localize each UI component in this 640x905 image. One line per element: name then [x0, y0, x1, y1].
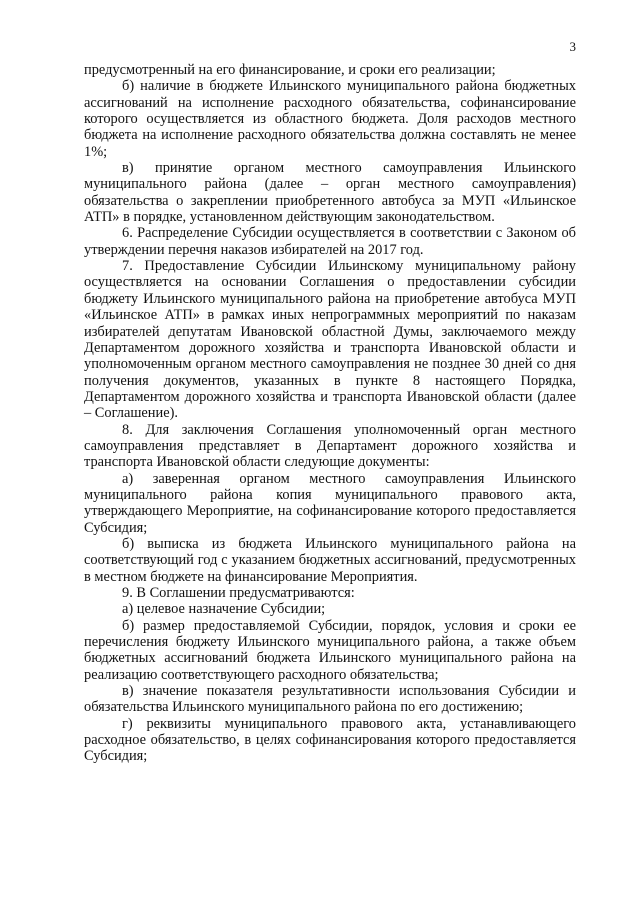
paragraph: в) принятие органом местного самоуправления Ильинского муниципального района (далее – орган местного самоуправления) обязательства о закреплении приобретенного автобуса за МУП «Ильинское АТП» в порядке, установленном действующим законодательством.: [84, 160, 576, 226]
paragraph: 9. В Соглашении предусматриваются:: [122, 585, 355, 601]
paragraph: в) значение показателя результативности использования Субсидии и обязательства Ильинского муниципального района по его достижению;: [84, 683, 576, 716]
paragraph: 6. Распределение Субсидии осуществляется в соответствии с Законом об утверждении перечня наказов избирателей на 2017 год.: [84, 225, 576, 258]
paragraph: г) реквизиты муниципального правового акта, устанавливающего расходное обязательство, в целях софинансирования которого предоставляется Субсидия;: [84, 715, 576, 765]
paragraph: а) заверенная органом местного самоуправления Ильинского муниципального района копия муниципального правового акта, утверждающего Мероприятие, на софинансирование которого предоставляется Субсидия;: [84, 470, 576, 536]
paragraph: 8. Для заключения Соглашения уполномоченный орган местного самоуправления представляет в Департамент дорожного хозяйства и транспорта Ивановской области следующие документы:: [84, 421, 576, 471]
paragraph: а) целевое назначение Субсидии;: [122, 601, 326, 618]
document-body: [84, 62, 576, 765]
paragraph: б) выписка из бюджета Ильинского муниципального района на соответствующий год с указанием бюджетных ассигнований, предусмотренных в местном бюджете на финансирование Мероприятия.: [84, 535, 576, 585]
paragraph: 7. Предоставление Субсидии Ильинскому муниципальному району осуществляется на основании Соглашения о предоставлении субсидии бюджету Ильинского муниципального района на приобретение автобуса МУП «Ильинское АТП» в рамках иных непрограммных мероприятий по наказам избирателей депутатам Ивановской областной Думы, заключаемого между Департаментом дорожного хозяйства и транспорта Ивановской области и уполномоченным органом местного самоуправления не позднее 30 дней со дня получения документов, указанных в пункте 8 настоящего Порядка, Департаментом дорожного хозяйства и транспорта Ивановской области (далее – Соглашение).: [84, 258, 576, 422]
page-number: 3: [569, 39, 576, 54]
paragraph: предусмотренный на его финансирование, и сроки его реализации;: [84, 62, 496, 78]
paragraph: б) размер предоставляемой Субсидии, порядок, условия и сроки ее перечисления бюджету Ильинского муниципального района, а также объем бюджетных ассигнований бюджета Ильинского муниципального района на реализацию соответствующего расходного обязательства;: [84, 617, 576, 683]
paragraph: б) наличие в бюджете Ильинского муниципального района бюджетных ассигнований на исполнение расходного обязательства, софинансирование которого осуществляется из областного бюджета. Доля расходов местного бюджета на исполнение расходного обязательства должна составлять не менее 1%;: [84, 78, 576, 160]
